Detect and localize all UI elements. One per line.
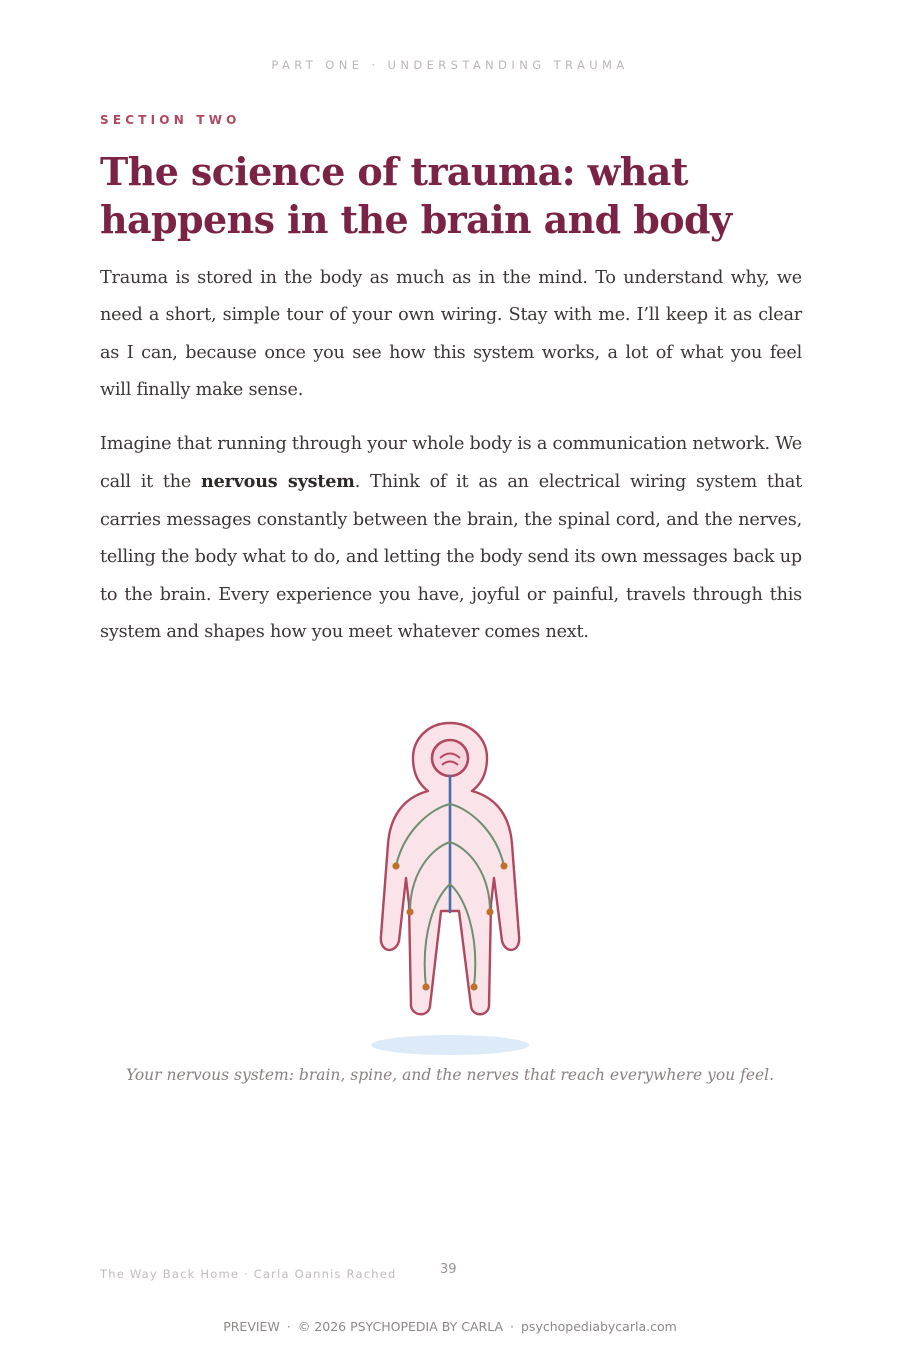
site-link[interactable]: psychopediabycarla.com	[521, 1319, 677, 1334]
nervous-system-figure-illustration	[360, 712, 540, 1062]
nerve-ending-right-foot	[470, 983, 477, 990]
page-number: 39	[440, 1262, 457, 1277]
brain-icon	[432, 740, 468, 776]
paragraph-2-text-start: Imagine that running through your whole body is a communication network. We call it the	[100, 434, 802, 493]
copyright-text: © 2026 PSYCHOPEDIA BY CARLA	[297, 1319, 504, 1334]
preview-bar	[0, 1319, 900, 1334]
nervous-system-term: nervous system	[201, 471, 355, 493]
figure-caption: Your nervous system: brain, spine, and the nerves that reach everywhere you feel.	[125, 1066, 775, 1084]
nerve-ending-left-foot	[422, 983, 429, 990]
nerve-ending-right-hand	[500, 862, 507, 869]
preview-label: PREVIEW	[223, 1319, 280, 1334]
nervous-system-figure	[360, 712, 540, 1062]
figure-shadow	[371, 1035, 529, 1055]
footer-book-title: The Way Back Home · Carla Oannis Rached	[100, 1267, 397, 1281]
nerve-ending-right-hip	[486, 908, 493, 915]
nerve-ending-left-hip	[406, 908, 413, 915]
body-paragraph-1: Trauma is stored in the body as much as in the mind. To understand why, we need a short, simple tour of your own wiring. Stay with me. I’ll keep it as clear as I can, because once you see how this system works, a lot of what you feel will finally make sense.	[100, 268, 802, 401]
nerve-ending-left-hand	[392, 862, 399, 869]
separator-2: ·	[510, 1319, 514, 1334]
body-paragraph-2	[100, 426, 802, 651]
running-head: PART ONE · UNDERSTANDING TRAUMA	[271, 58, 629, 72]
section-label: SECTION TWO	[100, 113, 241, 127]
section-title: The science of trauma: what happens in the brain and body	[100, 149, 732, 242]
separator-1: ·	[286, 1319, 291, 1334]
paragraph-2-text-end: . Think of it as an electrical wiring system that carries messages constantly between the brain, the spinal cord, and the nerves, telling the body what to do, and letting the body send its own messages back up to the brain. Every experience you have, joyful or painful, travels through this system and shapes how you meet whatever comes next.	[100, 472, 802, 643]
